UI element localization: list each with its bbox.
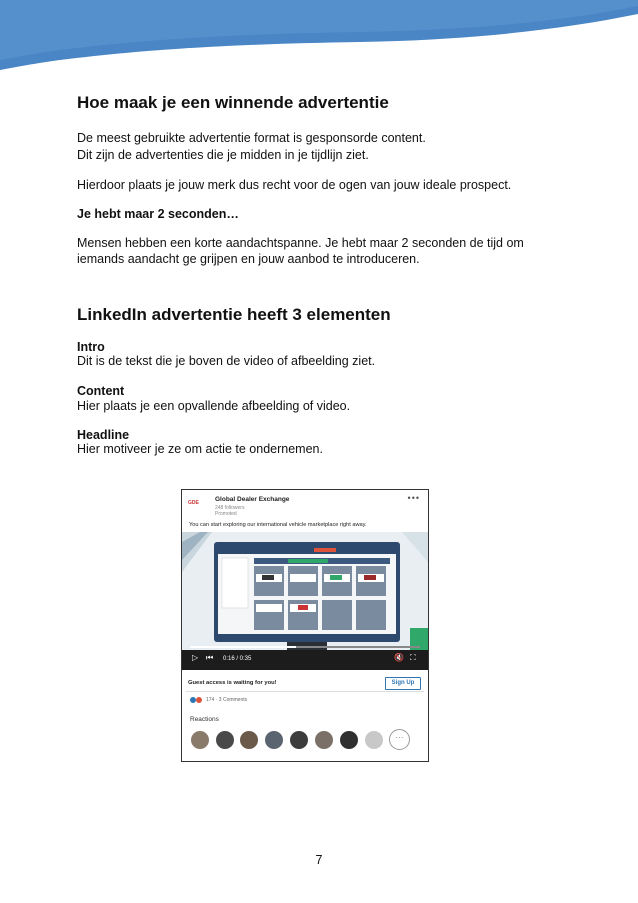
reactor-avatar[interactable] bbox=[191, 731, 209, 749]
paragraph-line: De meest gebruikte advertentie format is gesponsorde content. bbox=[77, 131, 426, 145]
more-reactors-button[interactable]: ··· bbox=[389, 729, 410, 750]
element-title-intro: Intro bbox=[77, 340, 105, 354]
element-text-headline: Hier motiveer je ze om actie te ondernemen. bbox=[77, 442, 323, 456]
element-text-intro: Dit is de tekst die je boven de video of afbeelding ziet. bbox=[77, 354, 376, 368]
bold-statement: Je hebt maar 2 seconden… bbox=[77, 207, 239, 221]
reactor-avatar[interactable] bbox=[265, 731, 283, 749]
header-wave bbox=[0, 0, 638, 80]
post-video[interactable] bbox=[182, 532, 428, 670]
linkedin-post-screenshot bbox=[181, 489, 429, 762]
love-reaction-icon bbox=[196, 697, 202, 703]
paragraph-line: Mensen hebben een korte aandachtspanne. Je hebt maar 2 seconden de tijd om bbox=[77, 236, 524, 250]
video-controls bbox=[182, 650, 428, 670]
promoted-label: Promoted bbox=[215, 511, 237, 517]
post-header bbox=[182, 490, 428, 520]
reactor-avatar[interactable] bbox=[240, 731, 258, 749]
skip-back-icon[interactable]: ⏮ bbox=[206, 653, 214, 662]
element-title-headline: Headline bbox=[77, 428, 130, 442]
reactions-label: Reactions bbox=[190, 716, 219, 723]
divider bbox=[186, 691, 424, 692]
video-progress-bar[interactable] bbox=[190, 646, 420, 648]
mute-icon[interactable]: 🔇 bbox=[394, 653, 404, 662]
monitor-illustration bbox=[214, 542, 400, 642]
element-title-content: Content bbox=[77, 384, 125, 398]
page-number: 7 bbox=[315, 853, 323, 867]
fullscreen-icon[interactable]: ⛶ bbox=[410, 653, 416, 662]
post-headline: Guest access is waiting for you! bbox=[188, 680, 277, 686]
marketplace-screen bbox=[218, 546, 396, 634]
reaction-comment-counts[interactable]: 174 · 3 Comments bbox=[206, 697, 248, 703]
reactor-avatar[interactable] bbox=[216, 731, 234, 749]
element-text-content: Hier plaats je een opvallende afbeelding of video. bbox=[77, 399, 351, 413]
reactor-avatar-placeholder[interactable] bbox=[365, 731, 383, 749]
paragraph-line: iemands aandacht ge grijpen en jouw aanbod te introduceren. bbox=[77, 252, 420, 266]
company-name[interactable]: Global Dealer Exchange bbox=[215, 496, 290, 503]
company-logo: GDE bbox=[188, 500, 199, 506]
post-intro-text: You can start exploring our international vehicle marketplace right away. bbox=[189, 522, 367, 528]
reactor-avatar[interactable] bbox=[315, 731, 333, 749]
video-time: 0:16 / 0:35 bbox=[223, 656, 252, 662]
heading-winning-ad: Hoe maak je een winnende advertentie bbox=[77, 93, 389, 112]
followers-count: 248 followers bbox=[215, 505, 245, 511]
reactor-avatar[interactable] bbox=[340, 731, 358, 749]
sign-up-button[interactable]: Sign Up bbox=[385, 677, 421, 690]
play-icon[interactable]: ▷ bbox=[192, 653, 199, 662]
video-progress-fill bbox=[190, 646, 296, 648]
paragraph-line: Dit zijn de advertenties die je midden in je tijdlijn ziet. bbox=[77, 148, 369, 162]
paragraph: Hierdoor plaats je jouw merk dus recht voor de ogen van jouw ideale prospect. bbox=[77, 178, 512, 192]
reactor-avatar[interactable] bbox=[290, 731, 308, 749]
marketplace-ui bbox=[218, 546, 396, 634]
heading-three-elements: LinkedIn advertentie heeft 3 elementen bbox=[77, 305, 391, 324]
more-options-icon[interactable]: ••• bbox=[407, 493, 420, 503]
